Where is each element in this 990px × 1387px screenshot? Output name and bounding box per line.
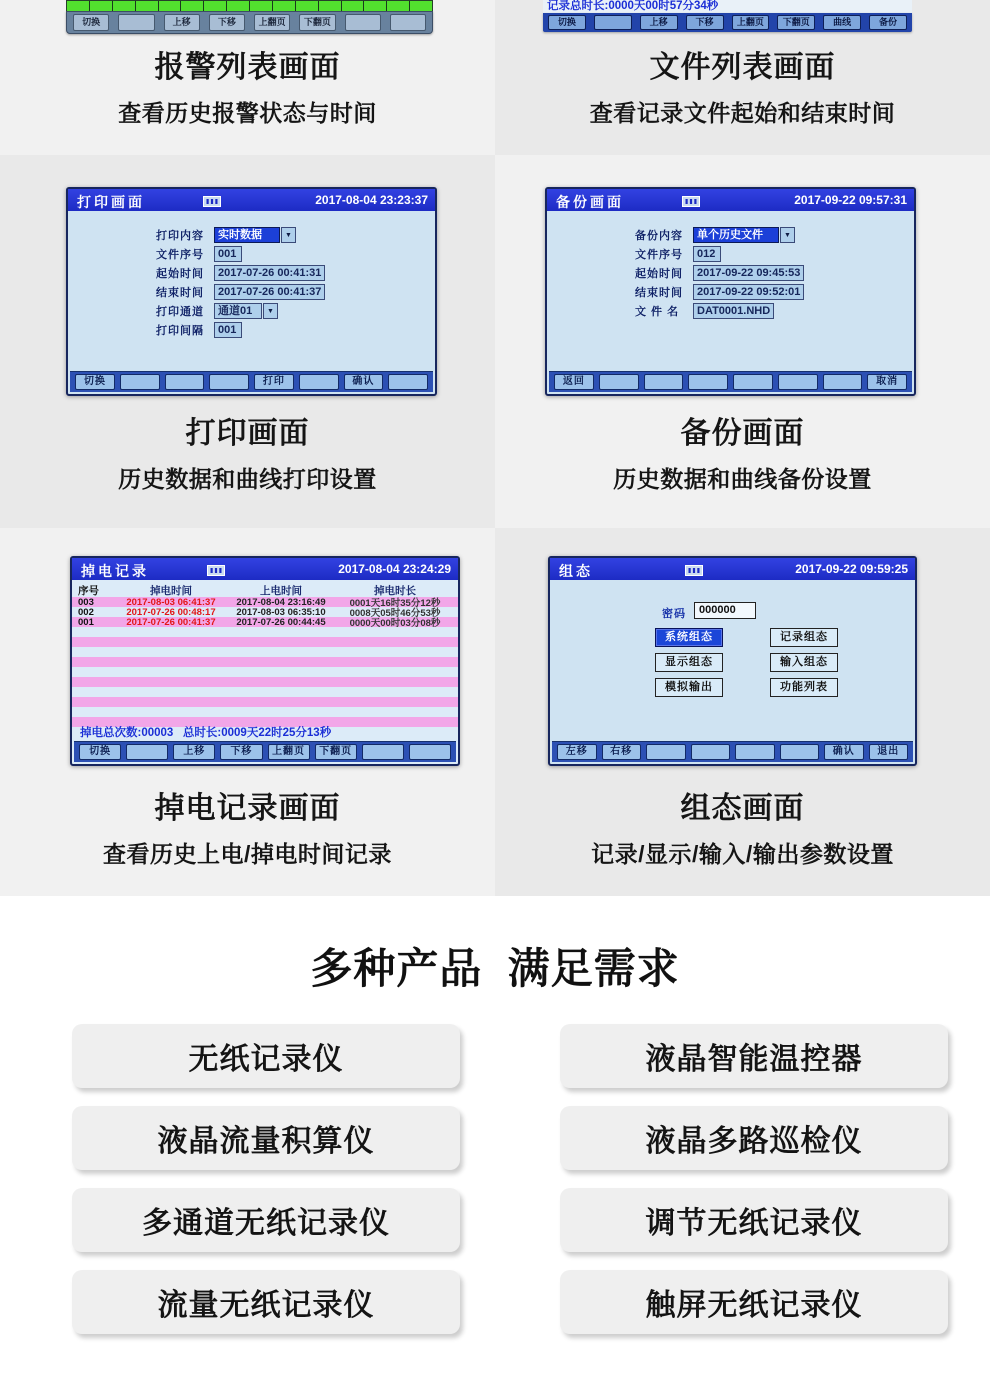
config-softkey-bar [552,741,913,762]
backup-content-dropdown[interactable]: 单个历史文件 [693,227,779,243]
filelist-softkey-bar [543,13,912,32]
softkey-switch[interactable]: 切换 [79,744,121,760]
menu-function-list[interactable]: 功能列表 [770,678,838,697]
file-name-field[interactable]: DAT0001.NHD [693,303,774,319]
start-time-field[interactable]: 2017-07-26 00:41:31 [214,265,325,281]
filelist-caption [495,42,990,128]
column-header: 上电时间 [260,585,302,597]
softkey-up[interactable]: 上移 [640,15,678,30]
field-label: 起始时间 [156,268,204,280]
channel-cell [67,1,90,11]
print-caption [0,408,495,494]
poweroff-screen-header [72,558,458,580]
channel-cell [136,1,159,11]
print-softkey-bar [70,371,433,392]
field-label: 打印间隔 [156,325,204,337]
alarm-channel-strip [66,0,433,11]
print-content-dropdown[interactable]: 实时数据 [214,227,280,243]
softkey-blank [735,744,775,760]
form-row [635,246,721,262]
softkey-return[interactable]: 返回 [554,374,594,390]
channel-cell [227,1,250,11]
product-lcd-multichannel-inspector[interactable]: 液晶多路巡检仪 [560,1106,948,1170]
form-row [156,303,278,319]
product-flow-paperless-recorder[interactable]: 流量无纸记录仪 [72,1270,460,1334]
empty-stripe [72,667,458,677]
channel-cell [181,1,204,11]
softkey-page-down[interactable]: 下翻页 [299,14,335,31]
form-row [635,227,795,243]
channel-cell [273,1,296,11]
filelist-screen-fragment [543,0,912,32]
field-label: 结束时间 [635,287,683,299]
form-row [635,265,804,281]
row-index: 003 [78,596,94,608]
softkey-blank [691,744,731,760]
product-paperless-recorder[interactable]: 无纸记录仪 [72,1024,460,1088]
empty-stripe [72,647,458,657]
softkey-page-up[interactable]: 上翻页 [254,14,290,31]
alarm-softkey-bar [66,11,433,34]
product-regulating-paperless-recorder[interactable]: 调节无纸记录仪 [560,1188,948,1252]
chevron-down-icon[interactable]: ▼ [281,227,296,243]
softkey-blank [362,744,404,760]
start-time-field[interactable]: 2017-09-22 09:45:53 [693,265,804,281]
field-label: 文件序号 [156,249,204,261]
product-touchscreen-paperless-recorder[interactable]: 触屏无纸记录仪 [560,1270,948,1334]
poweroff-time: 2017-07-26 00:41:37 [126,616,216,628]
softkey-backup[interactable]: 备份 [869,15,907,30]
screen-title: 打印画面 [77,194,145,210]
channel-cell [159,1,182,11]
softkey-up[interactable]: 上移 [164,14,200,31]
menu-analog-output[interactable]: 模拟输出 [655,678,723,697]
softkey-blank [209,374,249,390]
field-label: 备份内容 [635,230,683,242]
softkey-curve[interactable]: 曲线 [823,15,861,30]
section-title: 打印画面 [185,417,310,450]
channel-cell [204,1,227,11]
column-header: 掉电时间 [150,585,192,597]
menu-display-config[interactable]: 显示组态 [655,653,723,672]
softkey-down[interactable]: 下移 [686,15,724,30]
poweroff-softkey-bar [74,741,456,762]
poweroff-statistics [80,724,331,740]
alarm-caption [0,42,495,128]
form-row [156,265,325,281]
section-title: 报警列表画面 [154,51,341,84]
channel-cell [90,1,113,11]
print-screen-header [68,189,435,211]
record-table [72,597,458,737]
backup-softkey-bar [549,371,912,392]
softkey-move-left[interactable]: 左移 [557,744,597,760]
menu-record-config[interactable]: 记录组态 [770,628,838,647]
section-title: 组态画面 [680,792,805,825]
screen-clock: 2017-08-04 23:24:29 [338,562,451,576]
field-label: 文 件 名 [635,306,680,318]
alarm-screen-fragment [66,0,433,34]
channel-cell [410,1,432,11]
softkey-switch[interactable]: 切换 [73,14,109,31]
password-field[interactable]: 000000 [694,602,756,619]
password-label: 密码 [662,608,686,620]
softkey-blank [646,744,686,760]
softkey-switch[interactable]: 切换 [548,15,586,30]
channel-cell [296,1,319,11]
softkey-confirm[interactable]: 确认 [344,374,384,390]
softkey-blank [390,14,426,31]
field-label: 结束时间 [156,287,204,299]
softkey-page-down[interactable]: 下翻页 [777,15,815,30]
softkey-blank [388,374,428,390]
end-time-field[interactable]: 2017-09-22 09:52:01 [693,284,804,300]
softkey-blank [599,374,639,390]
softkey-blank [823,374,863,390]
poweroff-caption [0,783,495,869]
screen-clock: 2017-09-22 09:59:25 [795,562,908,576]
softkey-switch[interactable]: 切换 [75,374,115,390]
section-title: 备份画面 [680,417,805,450]
usb-icon [203,194,221,205]
empty-stripe [72,687,458,697]
form-row [635,303,774,319]
poweroff-duration: 0008天05时46分53秒 [349,608,441,619]
menu-input-config[interactable]: 输入组态 [770,653,838,672]
config-caption [495,783,990,869]
screen-title: 掉电记录 [81,563,149,579]
products-heading: 多种产品 满足需求 [310,945,680,992]
channel-cell [113,1,136,11]
softkey-blank [644,374,684,390]
table-header [72,583,458,595]
field-label: 起始时间 [635,268,683,280]
print-interval-field[interactable]: 001 [214,322,242,338]
softkey-move-right[interactable]: 右移 [602,744,642,760]
channel-cell [387,1,410,11]
softkey-blank [778,374,818,390]
empty-stripe [72,707,458,717]
poweroff-count: 掉电总次数:00003 [80,727,174,739]
file-number-field[interactable]: 001 [214,246,242,262]
screen-title: 备份画面 [556,194,624,210]
field-label: 文件序号 [635,249,683,261]
backup-screen-header [547,189,914,211]
field-label: 打印通道 [156,306,204,318]
softkey-blank [118,14,154,31]
backup-caption [495,408,990,494]
end-time-field[interactable]: 2017-07-26 00:41:37 [214,284,325,300]
menu-system-config[interactable]: 系统组态 [655,628,723,647]
form-row [156,227,296,243]
section-subtitle: 查看历史报警状态与时间 [118,100,377,126]
poweron-time: 2017-08-04 23:16:49 [236,596,326,608]
softkey-up[interactable]: 上移 [173,744,215,760]
section-title: 掉电记录画面 [154,792,341,825]
row-index: 001 [78,616,94,628]
section-subtitle: 查看记录文件起始和结束时间 [589,100,896,126]
softkey-print[interactable]: 打印 [254,374,294,390]
usb-icon [207,563,225,574]
softkey-page-up[interactable]: 上翻页 [732,15,770,30]
poweroff-record-screen [70,556,460,766]
channel-cell [319,1,342,11]
product-lcd-flow-totalizer[interactable]: 液晶流量积算仪 [72,1106,460,1170]
product-lcd-temp-controller[interactable]: 液晶智能温控器 [560,1024,948,1088]
column-header: 序号 [78,585,99,597]
file-number-field[interactable]: 012 [693,246,721,262]
channel-cell [364,1,387,11]
empty-stripe [72,697,458,707]
empty-stripe [72,637,458,647]
table-row [72,617,458,627]
print-screen [66,187,437,396]
empty-stripe [72,657,458,667]
poweron-time: 2017-07-26 00:44:45 [236,616,326,628]
softkey-page-down[interactable]: 下翻页 [315,744,357,760]
config-screen [548,556,917,766]
section-title: 文件列表画面 [649,51,836,84]
row-index: 002 [78,606,94,618]
config-screen-header [550,558,915,580]
softkey-confirm[interactable]: 确认 [824,744,864,760]
softkey-exit[interactable]: 退出 [869,744,909,760]
poweroff-total-duration: 总时长:0009天22时25分13秒 [182,727,332,739]
softkey-blank [345,14,381,31]
backup-screen [545,187,916,396]
softkey-blank [733,374,773,390]
softkey-blank [594,15,632,30]
usb-icon [685,563,703,574]
poweroff-time: 2017-07-26 00:48:17 [126,606,216,618]
section-subtitle: 记录/显示/输入/输出参数设置 [591,841,894,867]
usb-icon [682,194,700,205]
poweroff-duration: 0000天00时03分08秒 [349,618,441,629]
record-duration-status: 记录总时长:0000天00时57分34秒 [543,0,912,13]
chevron-down-icon[interactable]: ▼ [263,303,278,319]
channel-cell [342,1,365,11]
softkey-blank [165,374,205,390]
field-label: 打印内容 [156,230,204,242]
chevron-down-icon[interactable]: ▼ [780,227,795,243]
softkey-page-up[interactable]: 上翻页 [268,744,310,760]
softkey-blank [688,374,728,390]
section-subtitle: 历史数据和曲线备份设置 [613,466,872,492]
form-row [156,284,325,300]
poweroff-duration: 0001天16时35分12秒 [349,598,441,609]
channel-cell [250,1,273,11]
poweron-time: 2017-08-03 06:35:10 [236,606,326,618]
form-row [156,246,242,262]
section-subtitle: 历史数据和曲线打印设置 [118,466,377,492]
product-multichannel-paperless-recorder[interactable]: 多通道无纸记录仪 [72,1188,460,1252]
empty-stripe [72,677,458,687]
softkey-blank [299,374,339,390]
screen-title: 组态 [559,563,593,579]
softkey-down[interactable]: 下移 [220,744,262,760]
form-row [156,322,242,338]
softkey-down[interactable]: 下移 [209,14,245,31]
softkey-blank [409,744,451,760]
form-row [635,284,804,300]
column-header: 掉电时长 [374,585,416,597]
softkey-blank [120,374,160,390]
poweroff-time: 2017-08-03 06:41:37 [126,596,216,608]
print-channel-dropdown[interactable]: 通道01 [214,303,262,319]
softkey-blank [126,744,168,760]
softkey-blank [780,744,820,760]
softkey-cancel[interactable]: 取消 [867,374,907,390]
screen-clock: 2017-08-04 23:23:37 [315,193,428,207]
section-subtitle: 查看历史上电/掉电时间记录 [103,841,392,867]
screen-clock: 2017-09-22 09:57:31 [794,193,907,207]
